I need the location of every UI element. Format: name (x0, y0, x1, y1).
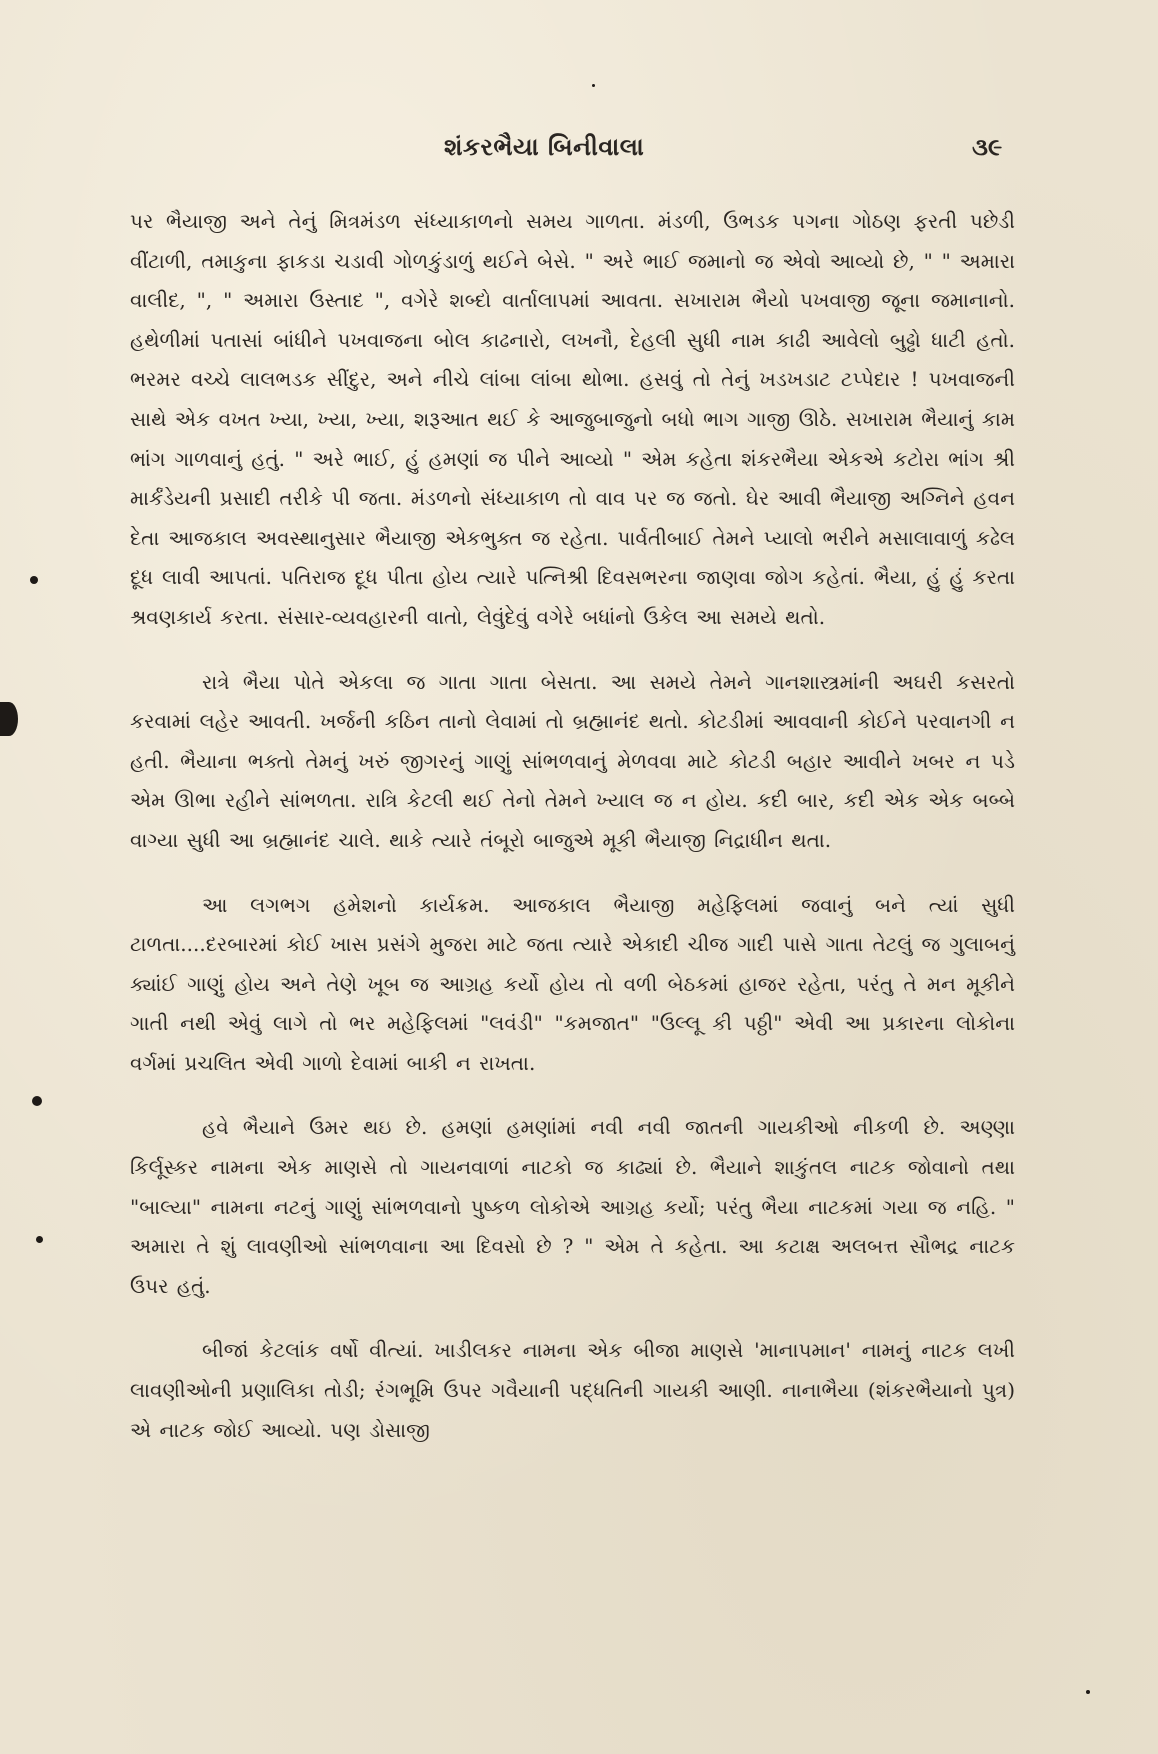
page-header (0, 132, 1158, 172)
paragraph-2: રાત્રે ભૈયા પોતે એકલા જ ગાતા ગાતા બેસતા. આ સમયે તેમને ગાનશાસ્ત્રમાંની અઘરી કસરતો કરવામાં લહેર આવતી. ખર્જની કઠિન તાનો લેવામાં તો બ્રહ્માનંદ થતો. કોટડીમાં આવવાની કોઈને પરવાનગી ન હતી. ભૈયાના ભક્તો તેમનું ખરું જીગરનું ગાણું સાંભળવાનું મેળવવા માટે કોટડી બહાર આવીને ખબર ન પડે એમ ઊભા રહીને સાંભળતા. રાત્રિ કેટલી થઈ તેનો તેમને ખ્યાલ જ ન હોય. કદી બાર, કદી એક એક બબ્બે વાગ્યા સુધી આ બ્રહ્માનંદ ચાલે. થાકે ત્યારે તંબૂરો બાજુએ મૂકી ભૈયાજી નિદ્રાધીન થતા. (130, 669, 1015, 852)
paragraph-4: હવે ભૈયાને ઉમર થઇ છે. હમણાં હમણાંમાં નવી નવી જાતની ગાયકીઓ નીકળી છે. અણ્ણા કિર્લૂસ્કર નામના એક માણસે તો ગાયનવાળાં નાટકો જ કાઢ્યાં છે. ભૈયાને શાકુંતલ નાટક જોવાનો તથા "બાલ્યા" નામના નટનું ગાણું સાંભળવાનો પુષ્કળ લોકોએ આગ્રહ કર્યો; પરંતુ ભૈયા નાટકમાં ગયા જ નહિ. " અમારા તે શું લાવણીઓ સાંભળવાના આ દિવસો છે ? " એમ તે કહેતા. આ કટાક્ષ અલબત્ત સૌભદ્ર નાટક ઉપર હતું. (130, 1115, 1015, 1298)
paragraph-1: પર ભૈયાજી અને તેનું મિત્રમંડળ સંધ્યાકાળનો સમય ગાળતા. મંડળી, ઉભડક પગના ગોઠણ ફરતી પછેડી વીંટાળી, તમાકુના ફાકડા ચડાવી ગોળકુંડાળું થઈને બેસે. " અરે ભાઈ જમાનો જ એવો આવ્યો છે, " " અમારા વાલીદ, ", " અમારા ઉસ્તાદ ", વગેરે શબ્દો વાર્તાલાપમાં આવતા. સખારામ ભૈયો પખવાજી જૂના જમાનાનો. હથેળીમાં પતાસાં બાંધીને પખવાજના બોલ કાઢનારો, લખનૌ, દેહલી સુધી નામ કાઢી આવેલો બુઢ્ઢો ધાટી હતો. ભરમર વચ્ચે લાલભડક સીંદુર, અને નીચે લાંબા લાંબા થોભા. હસવું તો તેનું ખડખડાટ ટપ્પેદાર ! પખવાજની સાથે એક વખત ખ્યા, ખ્યા, ખ્યા, શરૂઆત થઈ કે આજુબાજુનો બધો ભાગ ગાજી ઊઠે. સખારામ ભૈયાનું કામ ભાંગ ગાળવાનું હતું. " અરે ભાઈ, હું હમણાં જ પીને આવ્યો " એમ કહેતા શંકરભૈયા એકએ કટોરા ભાંગ શ્રી માર્કંડેયની પ્રસાદી તરીકે પી જતા. મંડળનો સંધ્યાકાળ તો વાવ પર જ જતો. ઘેર આવી ભૈયાજી અગ્નિને હવન દેતા આજકાલ અવસ્થાનુસાર ભૈયાજી એકભુક્ત જ રહેતા. પાર્વતીબાઈ તેમને પ્યાલો ભરીને મસાલાવાળું કઢેલ દૂધ લાવી આપતાં. પતિરાજ દૂધ પીતા હોય ત્યારે પત્નિશ્રી દિવસભરના જાણવા જોગ કહેતાં. ભૈયા, હું હું કરતા શ્રવણકાર્ય કરતા. સંસાર-વ્યવહારની વાતો, લેવુંદેવું વગેરે બધાંનો ઉકેલ આ સમયે થતો. (130, 209, 1015, 629)
ink-speck (36, 1236, 43, 1243)
running-head: શંકરભૈયા બિનીવાલા (444, 132, 645, 161)
paragraph-3: આ લગભગ હમેશનો કાર્યક્રમ. આજકાલ ભૈયાજી મહેફિલમાં જવાનું બને ત્યાં સુધી ટાળતા....દરબારમાં કોઈ ખાસ પ્રસંગે મુજરા માટે જતા ત્યારે એકાદી ચીજ ગાદી પાસે ગાતા તેટલું જ ગુલાબનું ક્યાંઈ ગાણું હોય અને તેણે ખૂબ જ આગ્રહ કર્યો હોય તો વળી બેઠકમાં હાજર રહેતા, પરંતુ તે મન મૂકીને ગાતી નથી એવું લાગે તો ભર મહેફિલમાં "લવંડી" "કમજાત" "ઉલ્લૂ કી પઠ્ઠી" એવી આ પ્રકારના લોકોના વર્ગમાં પ્રચલિત એવી ગાળો દેવામાં બાકી ન રાખતા. (130, 892, 1015, 1075)
ink-speck (32, 1096, 42, 1106)
ink-speck (1086, 1690, 1090, 1694)
ink-speck (592, 84, 595, 87)
paragraph-5: બીજાં કેટલાંક વર્ષો વીત્યાં. ખાડીલકર નામના એક બીજા માણસે 'માનાપમાન' નામનું નાટક લખી લાવણીઓની પ્રણાલિકા તોડી; રંગભૂમિ ઉપર ગવૈયાની પદ્ધતિની ગાયકી આણી. નાનાભૈયા (શંકરભૈયાનો પુત્ર) એ નાટક જોઈ આવ્યો. પણ ડોસાજી (130, 1338, 1015, 1442)
body-text (130, 202, 1015, 1450)
ink-speck (0, 702, 18, 736)
page-number: ૩૯ (972, 132, 1003, 161)
ink-speck (30, 576, 38, 584)
